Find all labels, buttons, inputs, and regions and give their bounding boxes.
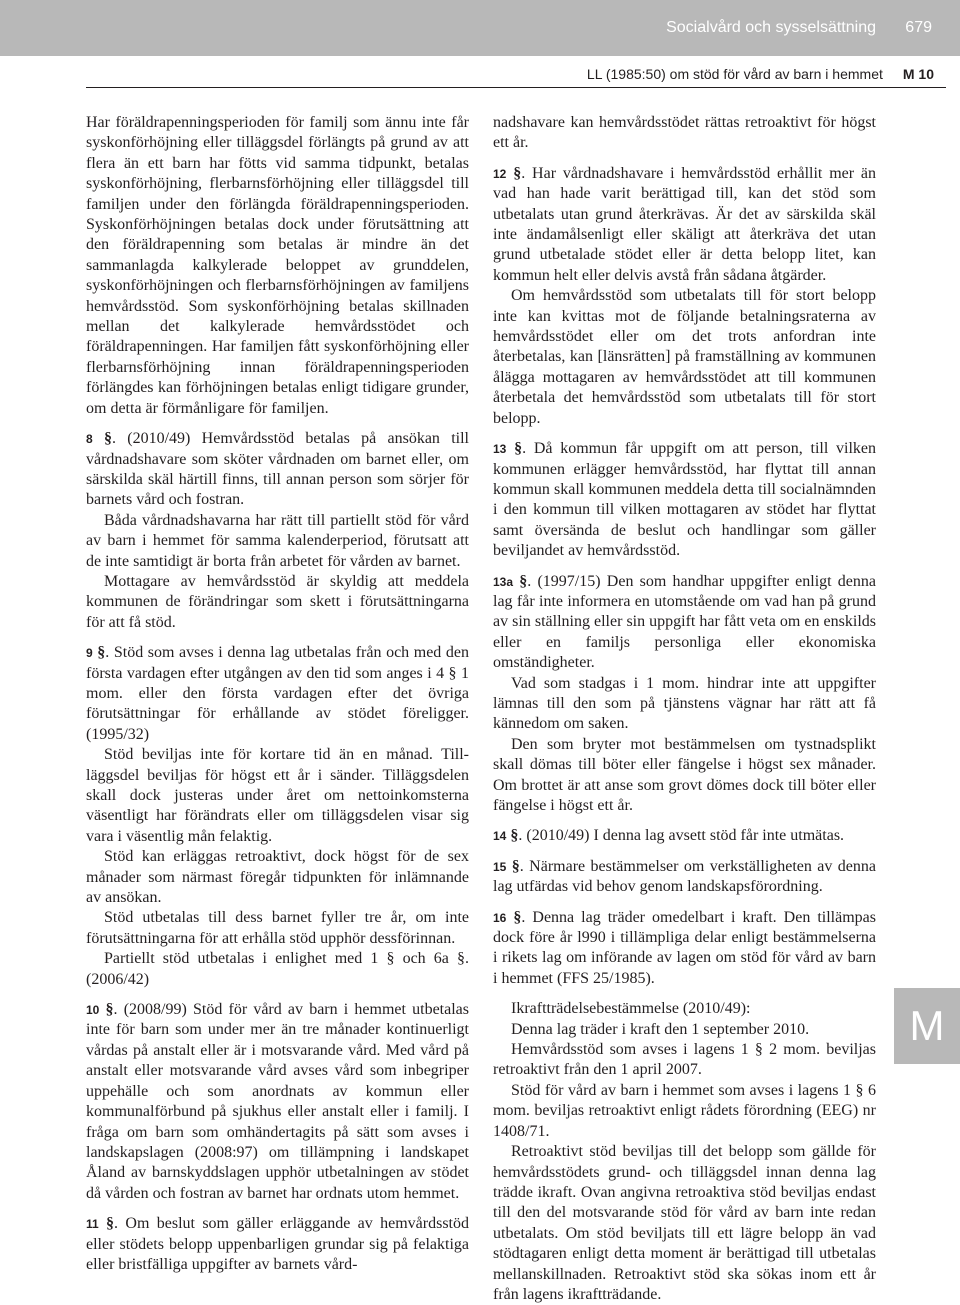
section-13a [493, 572, 876, 674]
section-text: . (2010/49) I denna lag avsett stöd får inte utmätas. [518, 827, 845, 845]
left-column [86, 113, 469, 1275]
section-14 [493, 826, 876, 846]
section-mark: § [103, 430, 112, 448]
header-rule [86, 87, 946, 88]
section-12 [493, 164, 876, 286]
law-code: M 10 [902, 66, 934, 82]
entry-into-force-heading: Ikraftträdelsebestämmelse (2010/49): [511, 1000, 751, 1018]
chapter-thumb-tab: M [894, 988, 960, 1064]
paragraph: Stöd utbetalas till dess barnet fyller tre år, om inte förutsättningarna för att erhålla stöd upphör dessförinnan. [86, 909, 469, 947]
section-8 [86, 429, 469, 511]
section-number: 13 [493, 442, 507, 457]
page-number: 679 [905, 19, 932, 36]
section-number: 8 [86, 432, 93, 447]
paragraph: Stöd beviljas inte för kortare tid än en månad. Tillläggsdel beviljas för högst ett år i sänder. Tilläggsdelen skall dock justeras under året om nettoinkomsterna väsentligt har förändrats eller om tilläggsdelen visar sig vara i väsentlig mån felaktig. [86, 746, 469, 845]
paragraph: Den som bryter mot bestämmelsen om tystnadsplikt skall dömas till böter eller fängelse i högst sex månader. Om brottet är att anse som grovt dömes dock till böter eller fängelse i högst ett år. [493, 735, 876, 814]
section-text: . (2010/49) Hemvårdsstöd betalas på ansökan till vårdnadshavare som sköter vårdnaden om barnet eller, om särskilda skäl härtill finns, till annan person som sörjer för barnets vård och fostran. [86, 430, 470, 509]
section-mark: § [106, 1215, 115, 1233]
section-number: 9 [86, 646, 93, 661]
section-number: 14 [493, 829, 507, 844]
paragraph: Båda vårdnadshavarna har rätt till partiellt stöd för vård av barn i hemmet för samma kalenderperiod, förutsatt att de inte samtidigt är borta från arbetet för vården av barnet. [86, 511, 469, 570]
section-number: 13a [493, 574, 514, 589]
right-column [493, 113, 876, 1305]
paragraph: Stöd för vård av barn i hemmet som avses i lagens 1 § 6 mom. beviljas retroaktivt enligt rådets förordning (EEG) nr 1408/71. [493, 1081, 876, 1140]
section-text: . Om beslut som gäller erläggande av hemvårdsstöd eller stödets belopp uppenbarligen grundar sig på felaktiga eller bristfälliga uppgifter av barnets vård- [86, 1215, 470, 1273]
section-mark: § [519, 572, 528, 590]
paragraph: Stöd kan erläggas retroaktivt, dock högst för de sex månader som närmast föregår tidpunkten för inlämnande av ansökan. [86, 848, 469, 907]
section-number: 10 [86, 1003, 100, 1018]
section-16 [493, 908, 876, 990]
section-text: . Stöd som avses i denna lag utbetalas från och med den första vardagen efter utgången av den tid som anges i 4 § 1 mom. eller den första vardagen efter det övriga förutsättningar för erhållande av stödet föreligger. (1995/32) [86, 644, 469, 743]
section-11 [86, 1214, 469, 1275]
section-text: . Denna lag träder omedelbart i kraft. Den tillämpas dock före år l990 i tillämpliga delar enligt bestämmelserna i rikets lag om införande av lagen om stöd för vård av barn i hemmet (FFS 25/1985). [493, 908, 876, 987]
section-9 [86, 643, 469, 745]
law-subheader [0, 66, 934, 82]
paragraph: nadshavare kan hemvårdsstödet rättas retroaktivt för högst ett år. [493, 114, 876, 152]
section-text: . Då kommun får uppgift om att person, till vilken kommunen erlägger hemvårdsstöd, har flyttat till annan kommun skall kommunen meddela detta till socialnämnden i den kommun till vilken mottagaren av stödet har flyttat samt översända de beslut och handlingar som gäller beviljandet av hemvårdsstöd. [493, 440, 877, 560]
section-number: 11 [86, 1217, 99, 1232]
paragraph: Om hemvårdsstöd som utbetalats till för stort belopp inte kan kvittas mot de följande betalningsraterna av hemvårdsstödet eller om det trots anfordran inte återbetalas, kan [länsrätten] på framställning av kommunen ålägga mottagaren av hemvårdsstödet att till kommunen återbetala det hemvårdsstöd som utbetalats till för stort belopp. [493, 287, 876, 427]
section-15 [493, 857, 876, 898]
section-10 [86, 1000, 469, 1204]
section-mark: § [513, 908, 522, 926]
section-13 [493, 439, 876, 561]
paragraph: Mottagare av hemvårdsstöd är skyldig att meddela kommunen de förändringar som skett i förutsättningarna för att få stöd. [86, 572, 469, 631]
section-mark: § [97, 644, 106, 662]
section-mark: § [513, 164, 522, 182]
paragraph: Vad som stadgas i 1 mom. hindrar inte att uppgifter lämnas till den som på tjänstens vägnar har rätt att få kännedom om saken. [493, 674, 876, 733]
section-mark: § [514, 440, 523, 458]
running-header-bar [0, 0, 960, 56]
paragraph: Partiellt stöd utbetalas i enlighet med 1 § och 6a §. (2006/42) [86, 950, 469, 988]
section-number: 12 [493, 166, 507, 181]
section-mark: § [105, 1001, 114, 1019]
paragraph: Har föräldrapenningsperioden för familj som ännu inte får syskonförhöjning eller tilläggsdel förlängts på grund av att flera än ett barn har fötts vid samma tidpunkt, betalas syskonförhöjning, flerbarnsförhöjning eller tilläggsdel till familjen under den förlängda föräldrapenningsperioden. Syskonförhöjningen betalas dock under förutsättning att den föräldrapenning som betalas är mindre än det sammanlagda kalkylerade beloppet av grunddelen, syskonförhöjningen och flerbarnsförhöjningen av familjens hemvårdsstöd. Som syskonförhöjning betalas skillnaden mellan det kalkylerade hemvårdsstödet och föräldrapenningen. Har familjen fått syskonförhöjning eller flerbarnsförhöjning innan föräldrapenningsperioden förlängdes kan förhöjningen betalas enligt tidigare grunder, om detta är förmånligare för familjen. [86, 114, 469, 417]
section-number: 16 [493, 910, 507, 925]
section-mark: § [510, 827, 519, 845]
section-text: . Närmare bestämmelser om verkställigheten av denna lag utfärdas vid behov genom landskapsförordning. [493, 857, 877, 896]
section-text: . (1997/15) Den som handhar uppgifter enligt denna lag får inte informera en utomstående om vad han på grund av sin ställning eller sin uppgift har fått veta om en enskilds eller en familjs personliga eller ekonomiska omständigheter. [493, 572, 877, 672]
paragraph: Retroaktivt stöd beviljas till det belopp som gällde för hemvårdsstödets grund- och tilläggsdel innan denna lag trädde ikraft. Ovan angivna retroaktiva stöd beviljas endast till den del motsvarande stöd för vård av barn inte redan utbetalats. Om stöd beviljats till ett lägre belopp än vad stödtagaren enligt detta moment är berättigad till utbetalas mellanskillnaden. Retroaktivt stöd ska sökas inom ett år från lagens ikraftträdande. [493, 1143, 876, 1303]
section-number: 15 [493, 859, 507, 874]
paragraph: Denna lag träder i kraft den 1 september 2010. [511, 1020, 810, 1038]
law-title: LL (1985:50) om stöd för vård av barn i hemmet [586, 66, 883, 82]
section-mark: § [511, 857, 520, 875]
paragraph: Hemvårdsstöd som avses i lagens 1 § 2 mom. beviljas retroaktivt från den 1 april 2007. [493, 1041, 876, 1079]
section-text: . Har vårdnadshavare i hemvårdsstöd erhållit mer än vad han hade varit berättigad till, kan det stöd som utbetalats utan grund återkrävas. Är det av särskilda skäl inte ändamålsenligt eller skäligt att återkräva det utan grund utbetalade stödet eller är detta belopp litet, kan kommun helt eller delvis avstå från sådana åtgärder. [493, 164, 877, 284]
section-title: Socialvård och sysselsättning [666, 19, 876, 36]
section-text: . (2008/99) Stöd för vård av barn i hemmet utbetalas inte för barn som under mer än tre månader kontinuerligt vårdas på anstalt eller är i motsvarande vård. Med vård på anstalt eller motsvarande vård avses vård som inbegriper uppehälle och som anordnats av kommun eller kommunalförbund på sjukhus eller anstalt eller i familj. I fråga om barn som omhändertagits på sätt som avses i landskapslagen (2008:97) om tillämpning i landskapet Åland av barnskyddslagen upphör utbetalningen av stödet då vården och fostran av barnet har ordnats utom hemmet. [86, 1001, 469, 1202]
